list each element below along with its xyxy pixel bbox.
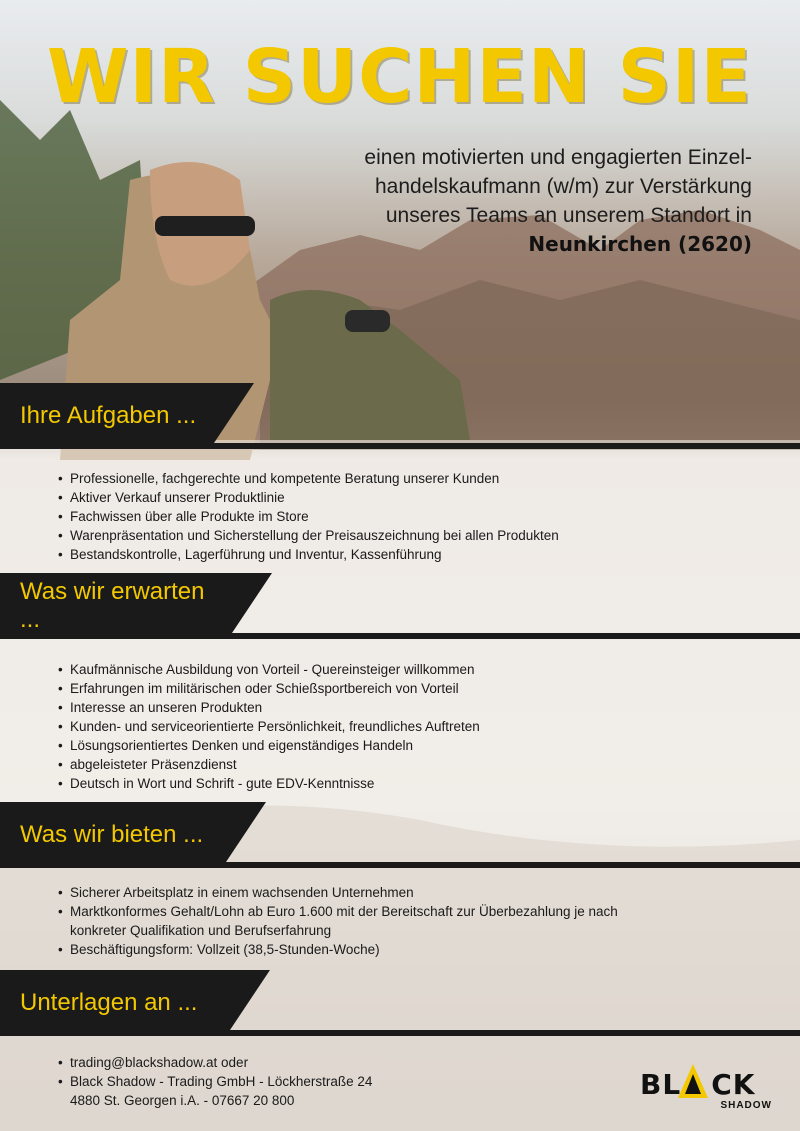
email-item[interactable] (58, 1053, 372, 1072)
offer-list (58, 883, 618, 959)
intro-line: handelskaufmann (w/m) zur Verstärkung (374, 175, 752, 198)
list-item: • Sicherer Arbeitsplatz in einem wachsenden Unternehmen (58, 883, 618, 902)
list-item: • Beschäftigungsform: Vollzeit (38,5-Stunden-Woche) (58, 940, 618, 959)
list-item: • Kunden- und serviceorientierte Persönlichkeit, freundliches Auftreten (58, 717, 480, 736)
location: Neunkirchen (2620) (528, 232, 752, 256)
section-band-offer (0, 802, 800, 868)
logo-triangle-icon (676, 1062, 710, 1102)
divider (0, 443, 800, 449)
list-item: • Deutsch in Wort und Schrift - gute EDV-Kenntnisse (58, 774, 480, 793)
section-band-documents (0, 970, 800, 1036)
divider (0, 862, 800, 868)
logo-word: BL CK (640, 1068, 756, 1101)
section-title: Unterlagen an ... (0, 970, 226, 1036)
address-line: Black Shadow - Trading GmbH - Löckherstraße 24 (70, 1074, 373, 1089)
list-item: • Aktiver Verkauf unserer Produktlinie (58, 488, 559, 507)
section-title: Was wir bieten ... (0, 802, 222, 868)
list-item: • Interesse an unseren Produkten (58, 698, 480, 717)
headline: WIR SUCHEN SIE (46, 34, 752, 120)
list-item: • Erfahrungen im militärischen oder Schießsportbereich von Vorteil (58, 679, 480, 698)
list-item: • Kaufmännische Ausbildung von Vorteil - Quereinsteiger willkommen (58, 660, 480, 679)
list-item-continuation: konkreter Qualifikation und Berufserfahrung (70, 923, 332, 938)
list-item: • Warenpräsentation und Sicherstellung der Preisauszeichnung bei allen Produkten (58, 526, 559, 545)
intro-line: einen motivierten und engagierten Einzel- (364, 146, 752, 169)
divider (0, 1030, 800, 1036)
address-continuation: 4880 St. Georgen i.A. - 07667 20 800 (70, 1093, 295, 1108)
list-item: • abgeleisteter Präsenzdienst (58, 755, 480, 774)
contact-list (58, 1053, 372, 1110)
list-item-text: Marktkonformes Gehalt/Lohn ab Euro 1.600 mit der Bereitschaft zur Überbezahlung je nach (70, 904, 618, 919)
section-band-tasks (0, 383, 800, 449)
logo-subtitle: SHADOW (720, 1100, 772, 1111)
list-item: • Lösungsorientiertes Denken und eigenständiges Handeln (58, 736, 480, 755)
list-item: • Bestandskontrolle, Lagerführung und Inventur, Kassenführung (58, 545, 559, 564)
section-band-expectations (0, 573, 800, 639)
list-item (58, 902, 618, 940)
list-item: • Fachwissen über alle Produkte im Store (58, 507, 559, 526)
email-link[interactable]: trading@blackshadow.at oder (70, 1055, 249, 1070)
section-title: Ihre Aufgaben ... (0, 383, 210, 449)
list-item: • Professionelle, fachgerechte und kompetente Beratung unserer Kunden (58, 469, 559, 488)
intro-line: unseres Teams an unserem Standort in (385, 204, 752, 227)
divider (0, 633, 800, 639)
section-title: Was wir erwarten ... (0, 573, 228, 639)
list-item (58, 1072, 372, 1110)
intro-text (232, 143, 752, 259)
tasks-list (58, 469, 559, 564)
black-shadow-logo (640, 1062, 780, 1122)
expectations-list (58, 660, 480, 793)
